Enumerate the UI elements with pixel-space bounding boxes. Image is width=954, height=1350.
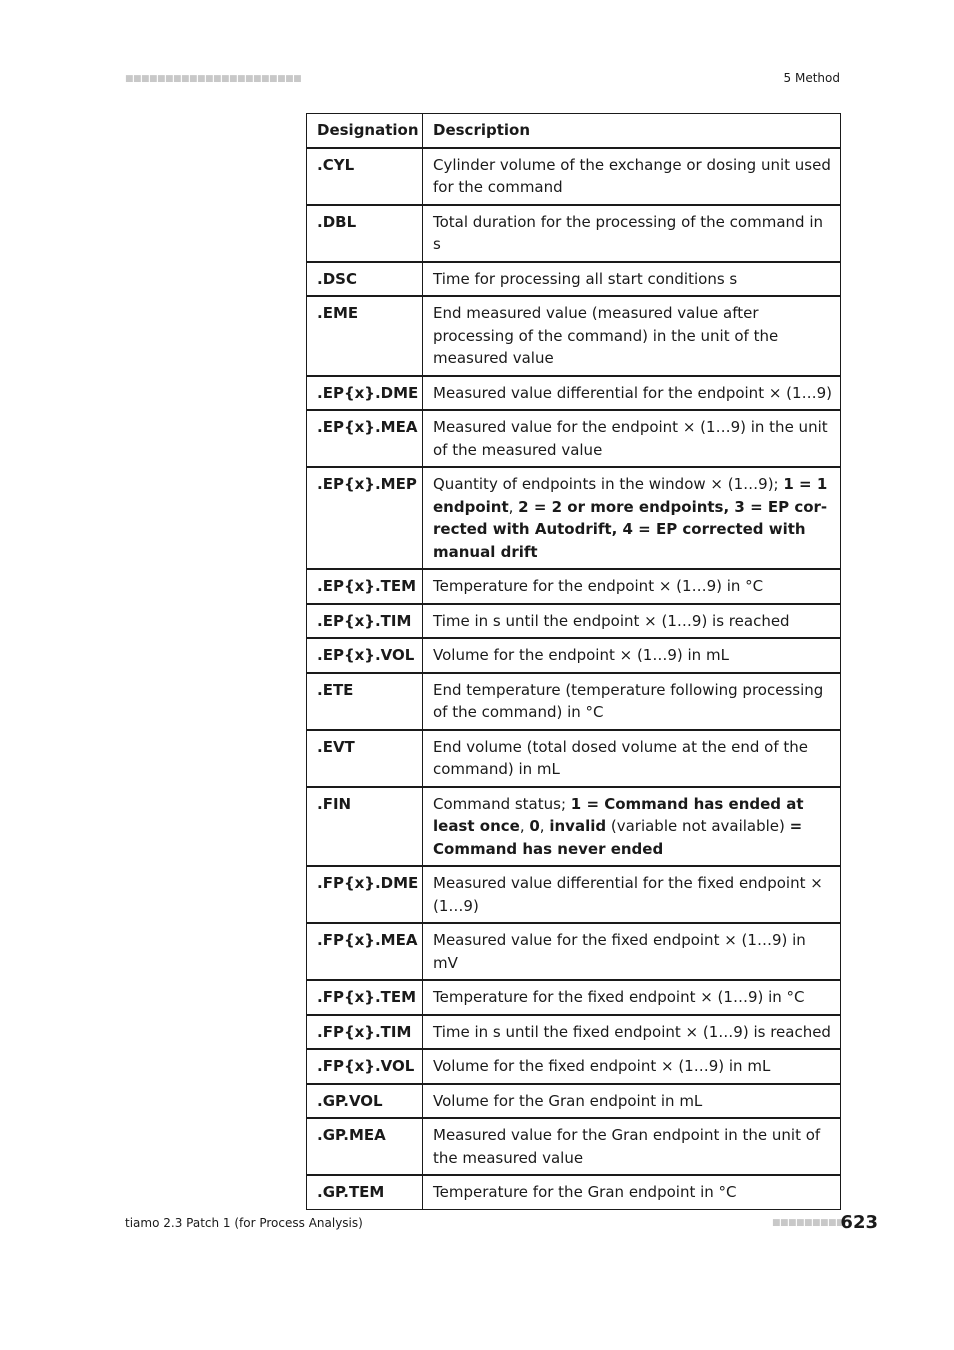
designation-cell <box>307 866 423 923</box>
designation-cell <box>307 467 423 569</box>
description-bold-text: = Command has never ended <box>433 817 803 858</box>
description-cell <box>423 980 841 1015</box>
table-header-row <box>307 114 841 148</box>
designation-label: .DSC <box>317 269 357 288</box>
variables-table <box>306 113 841 1210</box>
table-row <box>307 205 841 262</box>
description-bold-text: invalid <box>549 817 607 835</box>
table-row <box>307 376 841 411</box>
designation-cell <box>307 569 423 604</box>
description-text: Time in s until the endpoint × (1…9) is reached <box>433 611 790 630</box>
table-row <box>307 467 841 569</box>
designation-label: .EVT <box>317 737 355 756</box>
designation-cell <box>307 673 423 730</box>
designation-label: .FP{x}.VOL <box>317 1057 415 1075</box>
page-number: 623 <box>840 1212 878 1233</box>
table-row <box>307 866 841 923</box>
description-text: , <box>519 817 530 835</box>
table-row <box>307 1049 841 1084</box>
designation-label: .FP{x}.MEA <box>317 931 418 949</box>
description-text: Temperature for the Gran endpoint in °C <box>433 1183 737 1201</box>
description-text: Measured value for the Gran endpoint in the unit of the measured value <box>433 1126 821 1167</box>
footer-decoration: ■■■■■■■■■ <box>772 1218 845 1228</box>
designation-cell <box>307 980 423 1015</box>
description-cell <box>423 376 841 411</box>
designation-cell <box>307 787 423 867</box>
designation-cell <box>307 1049 423 1084</box>
description-cell <box>423 467 841 569</box>
table-row <box>307 410 841 467</box>
designation-cell <box>307 730 423 787</box>
designation-label: .EP{x}.MEP <box>317 475 417 493</box>
description-text: Quantity of endpoints in the window × (1…9); <box>433 475 784 493</box>
table-row <box>307 569 841 604</box>
description-text: Command status; <box>433 794 571 813</box>
description-cell <box>423 1015 841 1050</box>
designation-label: .FIN <box>317 794 352 813</box>
designation-label: .CYL <box>317 155 355 174</box>
description-text: End measured value (measured value after processing of the command) in the unit of the measured value <box>433 304 779 367</box>
table-row <box>307 980 841 1015</box>
description-cell <box>423 410 841 467</box>
designation-label: .DBL <box>317 212 357 231</box>
designation-cell <box>307 1084 423 1119</box>
designation-cell <box>307 1015 423 1050</box>
description-cell <box>423 1084 841 1119</box>
designation-label: .GP.VOL <box>317 1091 383 1110</box>
designation-cell <box>307 604 423 639</box>
table-row <box>307 1015 841 1050</box>
description-text: Temperature for the endpoint × (1…9) in °C <box>433 577 764 595</box>
designation-cell <box>307 410 423 467</box>
description-cell <box>423 604 841 639</box>
description-bold-text: 0 <box>529 817 540 835</box>
designation-label: .FP{x}.TEM <box>317 988 417 1006</box>
description-text: Cylinder volume of the exchange or dosing unit used for the command <box>433 155 831 196</box>
table-row <box>307 730 841 787</box>
table-row <box>307 1084 841 1119</box>
designation-label: .EP{x}.DME <box>317 383 419 402</box>
header-section-title: 5 Method <box>783 71 840 85</box>
header-decoration: ■■■■■■■■■■■■■■■■■■■■■■ <box>125 74 302 84</box>
designation-label: .GP.MEA <box>317 1126 386 1144</box>
description-cell <box>423 262 841 297</box>
table-row <box>307 296 841 376</box>
designation-label: .EP{x}.TEM <box>317 577 417 595</box>
description-cell <box>423 866 841 923</box>
description-text: Volume for the fixed endpoint × (1…9) in mL <box>433 1057 771 1075</box>
column-header-designation: Designation <box>307 114 423 148</box>
description-text: Time for processing all start conditions s <box>433 269 738 288</box>
description-bold-text: 2 = 2 or more endpoints, 3 = EP corrected with Autodrift, 4 = EP corrected with manual drift <box>433 497 828 561</box>
designation-cell <box>307 376 423 411</box>
description-text: End temperature (temperature following processing of the command) in °C <box>433 680 824 721</box>
description-text: Measured value for the endpoint × (1…9) in the unit of the measured value <box>433 418 828 459</box>
designation-cell <box>307 296 423 376</box>
description-text: End volume (total dosed volume at the end of the command) in mL <box>433 737 808 778</box>
description-cell <box>423 787 841 867</box>
designation-cell <box>307 1175 423 1209</box>
table-row <box>307 1118 841 1175</box>
designation-cell <box>307 923 423 980</box>
designation-cell <box>307 1118 423 1175</box>
description-text: Temperature for the fixed endpoint × (1…9) in °C <box>433 988 805 1006</box>
designation-cell <box>307 148 423 205</box>
description-text: Total duration for the processing of the command in s <box>433 212 823 253</box>
table-row <box>307 923 841 980</box>
designation-label: .GP.TEM <box>317 1183 385 1201</box>
description-cell <box>423 296 841 376</box>
description-text: Measured value for the fixed endpoint × (1…9) in mV <box>433 931 806 972</box>
description-cell <box>423 730 841 787</box>
description-cell <box>423 1175 841 1209</box>
description-cell <box>423 673 841 730</box>
table-row <box>307 673 841 730</box>
designation-label: .FP{x}.TIM <box>317 1022 412 1041</box>
description-cell <box>423 638 841 673</box>
table-row <box>307 148 841 205</box>
description-cell <box>423 923 841 980</box>
footer-product-name: tiamo 2.3 Patch 1 (for Process Analysis) <box>125 1216 363 1230</box>
designation-cell <box>307 205 423 262</box>
column-header-description: Description <box>423 114 841 148</box>
table-row <box>307 262 841 297</box>
description-bold-text: 1 = 1 endpoint <box>433 475 828 516</box>
description-text: Volume for the Gran endpoint in mL <box>433 1091 703 1110</box>
table-row <box>307 638 841 673</box>
description-text: Measured value differential for the fixed endpoint × (1…9) <box>433 874 823 915</box>
description-cell <box>423 1049 841 1084</box>
description-text: Measured value differential for the endpoint × (1…9) <box>433 383 832 402</box>
description-text: Volume for the endpoint × (1…9) in mL <box>433 646 729 664</box>
designation-cell <box>307 262 423 297</box>
table-row <box>307 787 841 867</box>
description-text: , <box>539 817 550 835</box>
description-cell <box>423 205 841 262</box>
description-cell <box>423 148 841 205</box>
description-cell <box>423 1118 841 1175</box>
description-bold-text: 1 = Command has ended at least once <box>433 794 804 835</box>
designation-label: .ETE <box>317 680 354 699</box>
designation-label: .EP{x}.VOL <box>317 646 415 664</box>
designation-label: .EP{x}.MEA <box>317 418 418 436</box>
description-text: Time in s until the fixed endpoint × (1…9) is reached <box>433 1022 831 1041</box>
description-text: , <box>508 497 519 516</box>
table-row <box>307 604 841 639</box>
table-body <box>307 148 841 1210</box>
designation-cell <box>307 638 423 673</box>
description-cell <box>423 569 841 604</box>
designation-label: .EME <box>317 304 359 322</box>
designation-label: .FP{x}.DME <box>317 874 419 892</box>
description-text: (variable not available) <box>606 817 790 835</box>
table-row <box>307 1175 841 1209</box>
designation-label: .EP{x}.TIM <box>317 611 412 630</box>
